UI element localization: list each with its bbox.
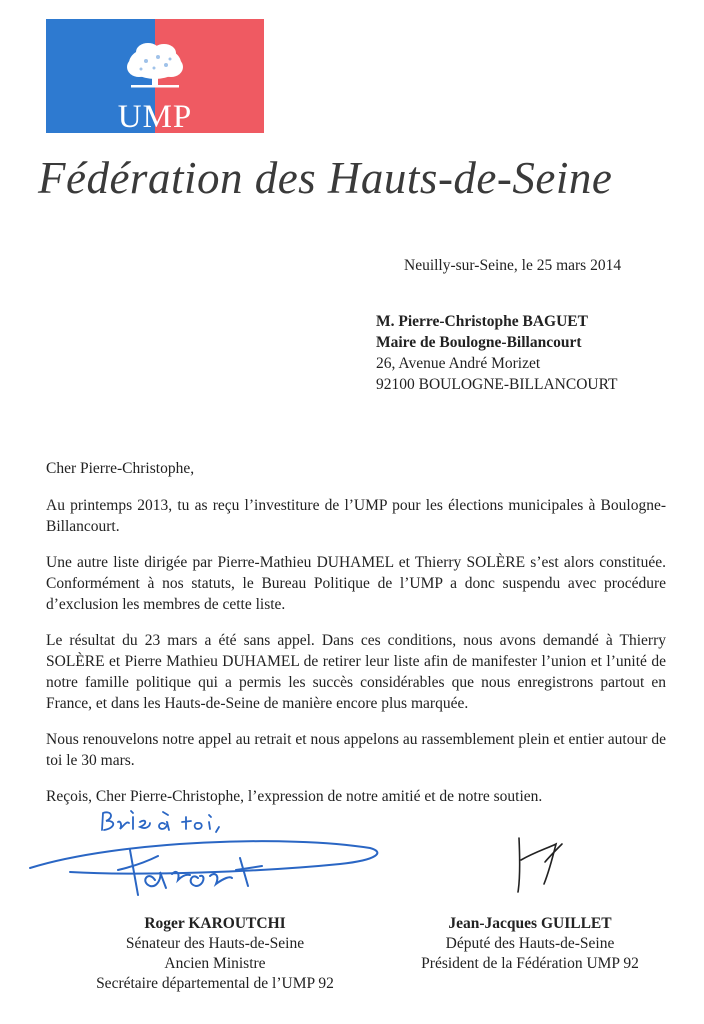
ump-logo xyxy=(46,19,264,133)
recipient-city: 92100 BOULOGNE-BILLANCOURT xyxy=(376,376,618,393)
recipient-address xyxy=(376,311,617,395)
letter-body xyxy=(46,458,666,822)
paragraph: Nous renouvelons notre appel au retrait et nous appelons au rassemblement plein et entier autour de toi le 30 mars. xyxy=(46,731,666,769)
signer-title-line: Secrétaire départemental de l’UMP 92 xyxy=(96,975,334,992)
signer-guillet xyxy=(380,914,680,974)
karoutchi-signature xyxy=(30,841,377,895)
signer-title-line: Président de la Fédération UMP 92 xyxy=(421,955,639,972)
handwritten-note xyxy=(102,811,219,832)
recipient-name: M. Pierre-Christophe BAGUET xyxy=(376,313,588,330)
paragraph: Une autre liste dirigée par Pierre-Mathieu DUHAMEL et Thierry SOLÈRE s’est alors constituée. Conformément à nos statuts, le Bureau Politique de l’UMP a donc suspendu avec procédure d’exclusion les membres de cette liste. xyxy=(46,554,666,613)
greeting: Cher Pierre-Christophe, xyxy=(46,460,195,477)
signatures xyxy=(0,800,704,915)
signer-title-line: Sénateur des Hauts-de-Seine xyxy=(125,935,305,952)
guillet-signature xyxy=(518,838,562,892)
federation-header: Fédération des Hauts-de-Seine xyxy=(38,153,613,203)
date-line: Neuilly-sur-Seine, le 25 mars 2014 xyxy=(404,257,622,274)
signer-title-line: Député des Hauts-de-Seine xyxy=(445,935,615,952)
signer-title-line: Ancien Ministre xyxy=(164,955,266,972)
signer-karoutchi xyxy=(50,914,380,994)
paragraph: Reçois, Cher Pierre-Christophe, l’expression de notre amitié et de notre soutien. xyxy=(46,788,543,805)
paragraph: Le résultat du 23 mars a été sans appel. Dans ces conditions, nous avons demandé à Thierry SOLÈRE et Pierre Mathieu DUHAMEL de retirer leur liste afin de manifester l’union et l’unité de notre famille politique qui a permis les succès considérables que nous enregistrons partout en France, et dans les Hauts-de-Seine de manière encore plus marquée. xyxy=(46,632,666,712)
signer-name: Jean-Jacques GUILLET xyxy=(448,915,612,932)
paragraph: Au printemps 2013, tu as reçu l’investiture de l’UMP pour les élections municipales à Boulogne-Billancourt. xyxy=(46,497,666,535)
signer-name: Roger KAROUTCHI xyxy=(144,915,286,932)
recipient-street: 26, Avenue André Morizet xyxy=(376,355,541,372)
recipient-title: Maire de Boulogne-Billancourt xyxy=(376,334,582,351)
logo-brand-text: UMP xyxy=(117,99,193,135)
